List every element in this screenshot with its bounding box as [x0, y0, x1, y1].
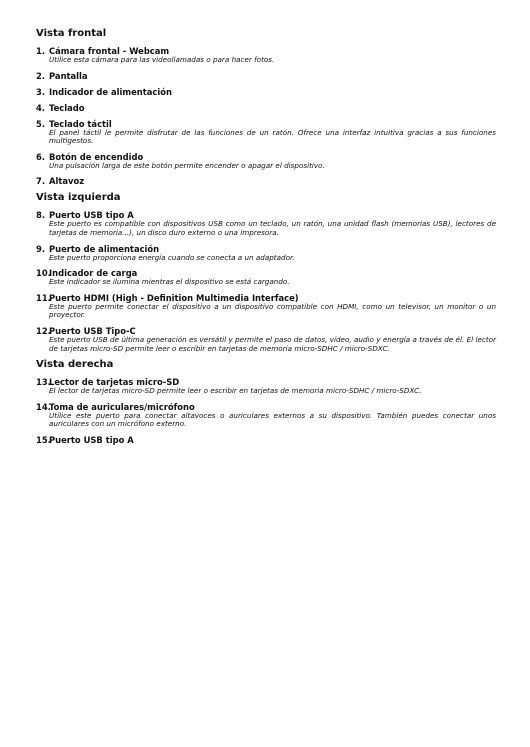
item-description: Utilice este puerto para conectar altavoces o auriculares externos a su dispositivo. También puedes conectar unos auriculares con un micrófono externo.	[49, 410, 496, 429]
item-number: 2.	[36, 70, 46, 81]
item-title: Puerto de alimentación	[49, 243, 160, 254]
item-description: Este puerto permite conectar el dispositivo a un dispositivo compatible con HDMI, como un televisor, un monitor o un proyector.	[49, 301, 496, 320]
item-number: 3.	[36, 86, 46, 97]
item-number: 5.	[36, 118, 46, 129]
item-title: Indicador de alimentación	[49, 86, 172, 97]
item-description: Este indicador se ilumina mientras el dispositivo se está cargando.	[49, 277, 290, 287]
list-item	[36, 293, 496, 320]
list-item	[36, 210, 496, 237]
item-title: Cámara frontal - Webcam	[49, 46, 170, 56]
item-title: Pantalla	[49, 70, 88, 81]
item-number: 11.	[36, 292, 51, 303]
list-item	[36, 435, 496, 445]
item-number: 14.	[36, 401, 51, 412]
section-right-view	[36, 359, 496, 445]
item-number: 13.	[36, 377, 51, 388]
section-title: Vista izquierda	[36, 192, 121, 204]
section-title: Vista frontal	[36, 28, 107, 39]
item-number: 12.	[36, 325, 51, 336]
item-title: Lector de tarjetas micro-SD	[49, 377, 180, 388]
item-title: Botón de encendido	[49, 151, 144, 162]
item-number: 1.	[36, 46, 46, 56]
item-number: 8.	[36, 210, 46, 221]
list-item	[36, 152, 496, 171]
item-number: 15.	[36, 434, 51, 445]
item-number: 6.	[36, 151, 46, 162]
item-number: 9.	[36, 243, 46, 254]
list-item	[36, 268, 496, 287]
list-item	[36, 326, 496, 353]
list-item	[36, 402, 496, 429]
item-title: Puerto USB tipo A	[49, 434, 134, 445]
list-item	[36, 176, 496, 186]
item-title: Indicador de carga	[49, 268, 138, 279]
item-title: Puerto USB Tipo-C	[49, 325, 136, 336]
section-front-view	[36, 28, 496, 186]
list-item	[36, 87, 496, 97]
item-title: Puerto USB tipo A	[49, 210, 134, 221]
item-title: Teclado táctil	[49, 118, 112, 129]
section-left-view	[36, 192, 496, 353]
item-description: Una pulsación larga de este botón permite encender o apagar el dispositivo.	[49, 160, 325, 170]
item-description: Utilice esta cámara para las videollamadas o para hacer fotos.	[49, 55, 275, 64]
item-description: El panel táctil le permite disfrutar de las funciones de un ratón. Ofrece una interfaz intuitiva gracias a sus funciones multigestos.	[49, 127, 496, 146]
item-title: Teclado	[49, 102, 85, 113]
item-number: 4.	[36, 102, 46, 113]
list-item	[36, 119, 496, 146]
section-title: Vista derecha	[36, 359, 114, 371]
list-item	[36, 377, 496, 396]
item-number: 7.	[36, 176, 46, 187]
item-description: Este puerto proporciona energía cuando se conecta a un adaptador.	[49, 252, 295, 262]
list-item	[36, 71, 496, 81]
item-title: Toma de auriculares/micrófono	[49, 401, 195, 412]
item-title: Puerto HDMI (High - Definition Multimedia Interface)	[49, 292, 299, 303]
item-description: Este puerto USB de última generación es versátil y permite el paso de datos, vídeo, audio y energía a través de él. El lector de tarjetas micro-SD permite leer o escribir en tarjetas de memoria micro-SDHC / micro-SDXC.	[49, 334, 496, 353]
item-number: 10.	[36, 268, 51, 279]
item-description: Este puerto es compatible con dispositivos USB como un teclado, un ratón, una unidad flash (memorias USB), lectores de tarjetas de memoria...), un disco duro externo o una impresora.	[49, 219, 496, 237]
item-description: El lector de tarjetas micro-SD permite leer o escribir en tarjetas de memoria micro-SDHC / micro-SDXC.	[49, 386, 422, 396]
item-title: Altavoz	[49, 176, 85, 187]
list-item	[36, 244, 496, 263]
list-item	[36, 46, 496, 65]
list-item	[36, 103, 496, 113]
